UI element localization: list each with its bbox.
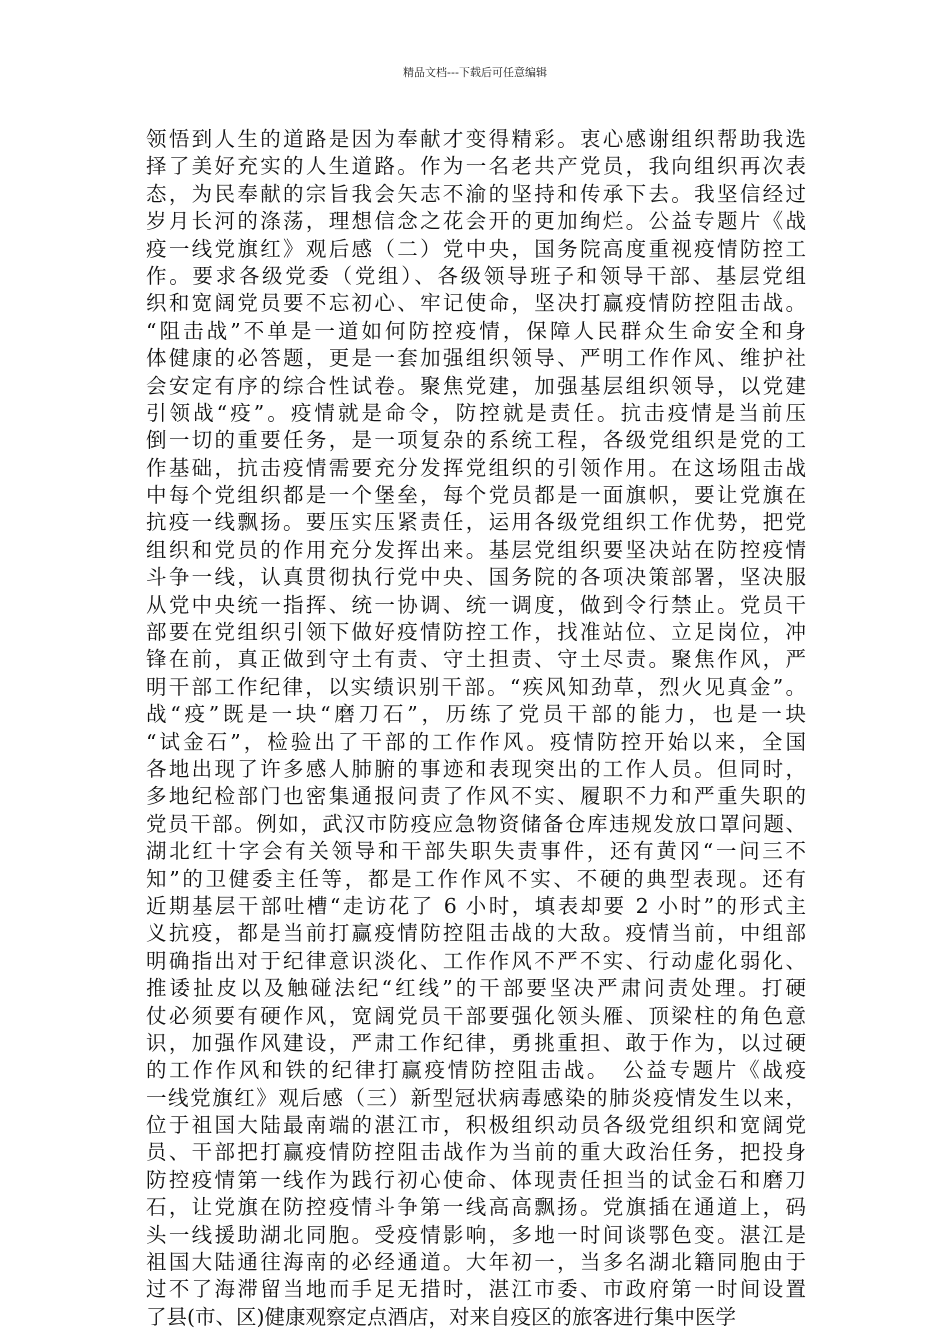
text-line: 识，加强作风建设，严肃工作纪律，勇挑重担、敢于作为，以过硬 (146, 1030, 806, 1055)
text-line: 斗争一线，认真贯彻执行党中央、国务院的各项决策部署，坚决服 (146, 565, 806, 590)
text-line: 的工作作风和铁的纪律打赢疫情防控阻击战。 公益专题片《战疫 (146, 1058, 806, 1083)
page-header: 精品文档---下载后可任意编辑 (403, 66, 547, 79)
text-line: 战“疫”既是一块“磨刀石”，历练了党员干部的能力，也是一块 (146, 702, 806, 727)
text-line: 作。要求各级党委（党组）、各级领导班子和领导干部、基层党组 (146, 263, 806, 288)
text-line: 仗必须要有硬作风，宽阔党员干部要强化领头雁、顶梁柱的角色意 (146, 1003, 806, 1028)
text-line: 部要在党组织引领下做好疫情防控工作，找准站位、立足岗位，冲 (146, 620, 806, 645)
text-line: 位于祖国大陆最南端的湛江市，积极组织动员各级党组织和宽阔党 (146, 1113, 806, 1138)
text-line: 明干部工作纪律，以实绩识别干部。“疾风知劲草，烈火见真金”。 (146, 674, 806, 699)
text-line: 多地纪检部门也密集通报问责了作风不实、履职不力和严重失职的 (146, 784, 806, 809)
text-line: 过不了海滞留当地而手足无措时，湛江市委、市政府第一时间设置 (146, 1277, 806, 1302)
text-line: 从党中央统一指挥、统一协调、统一调度，做到令行禁止。党员干 (146, 592, 806, 617)
text-line: 引领战“疫”。疫情就是命令，防控就是责任。抗击疫情是当前压 (146, 400, 806, 425)
text-line: 义抗疫，都是当前打赢疫情防控阻击战的大敌。疫情当前，中组部 (146, 921, 806, 946)
text-line: 一线党旗红》观后感（三）新型冠状病毒感染的肺炎疫情发生以来， (146, 1085, 806, 1110)
text-line: 了县(市、区)健康观察定点酒店，对来自疫区的旅客进行集中医学 (146, 1304, 736, 1329)
text-line: 领悟到人生的道路是因为奉献才变得精彩。衷心感谢组织帮助我选 (146, 127, 806, 151)
text-line: 组织和党员的作用充分发挥出来。基层党组织要坚决站在防控疫情 (146, 537, 806, 562)
text-line: 中每个党组织都是一个堡垒，每个党员都是一面旗帜，要让党旗在 (146, 483, 806, 508)
text-line: 湖北红十字会有关领导和干部失职失责事件，还有黄冈“一问三不 (146, 839, 806, 864)
text-line: 择了美好充实的人生道路。作为一名老共产党员，我向组织再次表 (146, 154, 806, 179)
text-line: “试金石”，检验出了干部的工作作风。疫情防控开始以来，全国 (146, 729, 806, 754)
text-line: 员、干部把打赢疫情防控阻击战作为当前的重大政治任务，把投身 (146, 1140, 806, 1165)
text-line: 会安定有序的综合性试卷。聚焦党建，加强基层组织领导，以党建 (146, 373, 806, 398)
text-line: 作基础，抗击疫情需要充分发挥党组织的引领作用。在这场阻击战 (146, 455, 806, 480)
text-line: 石，让党旗在防控疫情斗争第一线高高飘扬。党旗插在通道上，码 (146, 1195, 806, 1220)
text-line: 党员干部。例如，武汉市防疫应急物资储备仓库违规发放口罩问题、 (146, 811, 806, 836)
text-line: 抗疫一线飘扬。要压实压紧责任，运用各级党组织工作优势，把党 (146, 510, 806, 535)
text-line: 祖国大陆通往海南的必经通道。大年初一，当多名湖北籍同胞由于 (146, 1250, 806, 1275)
text-line: 疫一线党旗红》观后感（二）党中央，国务院高度重视疫情防控工 (146, 236, 806, 261)
text-line: 推诿扯皮以及触碰法纪“红线”的干部要坚决严肃问责处理。打硬 (146, 976, 806, 1001)
text-line: 态，为民奉献的宗旨我会矢志不渝的坚持和传承下去。我坚信经过 (146, 181, 806, 206)
text-line: 防控疫情第一线作为践行初心使命、体现责任担当的试金石和磨刀 (146, 1167, 806, 1192)
text-line: 明确指出对于纪律意识淡化、工作作风不严不实、行动虚化弱化、 (146, 948, 806, 973)
text-line: 体健康的必答题，更是一套加强组织领导、严明工作作风、维护社 (146, 346, 806, 371)
text-line: 近期基层干部吐槽“走访花了 6 小时，填表却要 2 小时”的形式主 (146, 893, 806, 918)
text-line: 锋在前，真正做到守土有责、守土担责、守土尽责。聚焦作风，严 (146, 647, 806, 672)
text-line: 头一线援助湖北同胞。受疫情影响，多地一时间谈鄂色变。湛江是 (146, 1222, 806, 1247)
text-line: “阻击战”不单是一道如何防控疫情，保障人民群众生命安全和身 (146, 318, 806, 343)
text-line: 织和宽阔党员要不忘初心、牢记使命，坚决打赢疫情防控阻击战。 (146, 291, 806, 316)
text-line: 各地出现了许多感人肺腑的事迹和表现突出的工作人员。但同时， (146, 756, 806, 781)
document-body (146, 126, 806, 1331)
text-line: 知”的卫健委主任等，都是工作作风不实、不硬的典型表现。还有 (146, 866, 806, 891)
text-line: 岁月长河的涤荡，理想信念之花会开的更加绚烂。公益专题片《战 (146, 209, 806, 234)
text-line: 倒一切的重要任务，是一项复杂的系统工程，各级党组织是党的工 (146, 428, 806, 453)
